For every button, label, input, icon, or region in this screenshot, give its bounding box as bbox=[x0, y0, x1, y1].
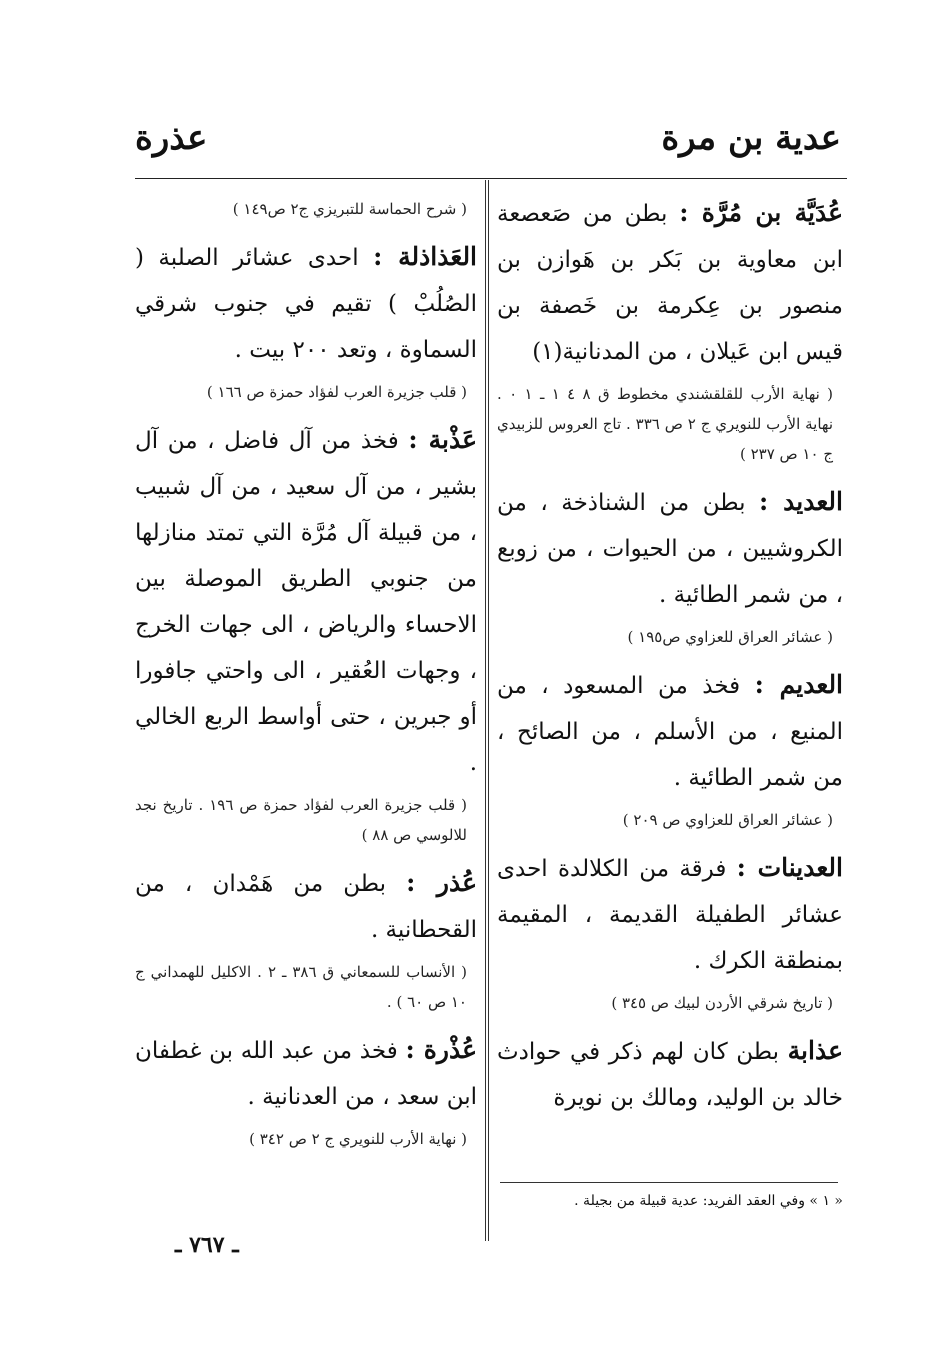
footnote: « ١ » وفي العقد الفريد: عدية قبيلة من بجيلة . bbox=[574, 1193, 843, 1209]
entry-source: ( عشائر العراق للعزاوي ص١٩٥ ) bbox=[627, 628, 833, 646]
entry-block bbox=[497, 662, 843, 835]
entry-body: فخذ من آل فاضل ، من آل بشير ، من آل سعيد ، من آل شبيب ، من قبيلة آل مُرَّة التي تمتد منازلها من جنوبي الطريق الموصلة بين الاحساء والرياض ، الى جهات الخرج ، وجهات العُقير ، الى واحتي جافورا أو جبرين ، حتى أواسط الربع الخالي . bbox=[135, 428, 477, 776]
entry-block bbox=[497, 845, 843, 1018]
footnote-rule bbox=[500, 1182, 838, 1183]
running-head-left: عذرة bbox=[135, 118, 208, 158]
entry-body: بطن من هَمْدان ، من القحطانية . bbox=[135, 871, 477, 943]
entry-block bbox=[135, 860, 477, 1017]
entry-body: احدى عشائر الصلبة ( الصُلُبْ ) تقيم في جنوب شرقي السماوة ، وتعد ٢٠٠ بيت . bbox=[135, 245, 477, 363]
entry-head: العَذاذلة : bbox=[373, 242, 478, 271]
continued-source: ( شرح الحماسة للتبريزي ج٢ ص١٤٩ ) bbox=[232, 200, 467, 218]
entry-head: عُذر : bbox=[406, 868, 477, 897]
entry-text bbox=[497, 662, 843, 801]
entry-head: العديم : bbox=[754, 670, 844, 699]
entry-body: بطن كان لهم ذكر في حوادث خالد بن الوليد، ومالك بن نويرة bbox=[497, 1039, 843, 1111]
entry-text bbox=[497, 479, 843, 618]
entry-text bbox=[135, 860, 477, 953]
entry-source: ( نهاية الأرب للنويري ج ٢ ص ٣٤٢ ) bbox=[249, 1130, 467, 1148]
column-divider bbox=[485, 180, 489, 1241]
entry-source: ( عشائر العراق للعزاوي ص ٢٠٩ ) bbox=[622, 811, 833, 829]
header-rule bbox=[135, 178, 847, 179]
page-number: ـ ٧٦٧ ـ bbox=[175, 1232, 239, 1258]
entry-source: ( تاريخ شرقي الأردن لبيك ص ٣٤٥ ) bbox=[611, 994, 833, 1012]
entry-head: عذابة bbox=[787, 1036, 844, 1065]
entry-block bbox=[135, 417, 477, 850]
left-column bbox=[135, 190, 477, 1164]
entry-head: عُذْرة : bbox=[405, 1035, 477, 1064]
entry-head: العديد : bbox=[759, 487, 843, 516]
right-column bbox=[497, 190, 843, 1121]
entry-text bbox=[497, 845, 843, 984]
entry-block bbox=[497, 190, 843, 469]
entry-source: ( قلب جزيرة العرب لفؤاد حمزة ص ١٦٦ ) bbox=[206, 383, 467, 401]
entry-text bbox=[135, 417, 477, 786]
entry-body: فخذ من عبد الله بن غطفان ابن سعد ، من العدنانية . bbox=[135, 1038, 477, 1110]
entry-text bbox=[135, 1027, 477, 1120]
entry-body: فخذ من المسعود ، من المنيع ، من الأسلم ، من الصائح ، من شمر الطائية . bbox=[497, 673, 843, 791]
entry-head: العدينات : bbox=[736, 853, 843, 882]
running-head-right: عدية بن مرة bbox=[661, 118, 841, 158]
entry-block bbox=[497, 479, 843, 652]
entry-body: فرقة من الكلالدة احدى عشائر الطفيلة القديمة ، المقيمة بمنطقة الكرك . bbox=[497, 856, 843, 974]
entry-block bbox=[135, 1027, 477, 1154]
entry-block bbox=[497, 1028, 843, 1121]
entry-head: عُدَيَّة بن مُرَّة : bbox=[679, 198, 843, 227]
entry-head: عَذْبة : bbox=[408, 425, 477, 454]
entry-text bbox=[497, 1028, 843, 1121]
entry-source: ( قلب جزيرة العرب لفؤاد حمزة ص ١٩٦ . تاريخ نجد للالوسي ص ٨٨ ) bbox=[135, 796, 467, 844]
entry-body: بطن من صَعصعة ابن معاوية بن بَكر بن هَوازن بن منصور بن عِكرمة بن خَصفة بن قيس ابن عَيلان ، من المدنانية(١) bbox=[497, 201, 843, 365]
entry-body: بطن من الشناذخة ، من الكروشيين ، من الحيوات ، من زوبع ، من شمر الطائية . bbox=[497, 490, 843, 608]
entry-text bbox=[497, 190, 843, 375]
entry-block bbox=[135, 234, 477, 407]
entry-source: ( نهاية الأرب للقلقشندي مخطوط ق ٨ ٤ ١ ـ ١ ٠ . نهاية الأرب للنويري ج ٢ ص ٣٣٦ . تاج العروس للزبيدي ج ١٠ ص ٢٣٧ ) bbox=[497, 385, 833, 463]
entry-text bbox=[135, 234, 477, 373]
entry-source: ( الأنساب للسمعاني ق ٣٨٦ ـ ٢ . الاكليل للهمداني ج ١٠ ص ٦٠ ) . bbox=[135, 963, 467, 1011]
